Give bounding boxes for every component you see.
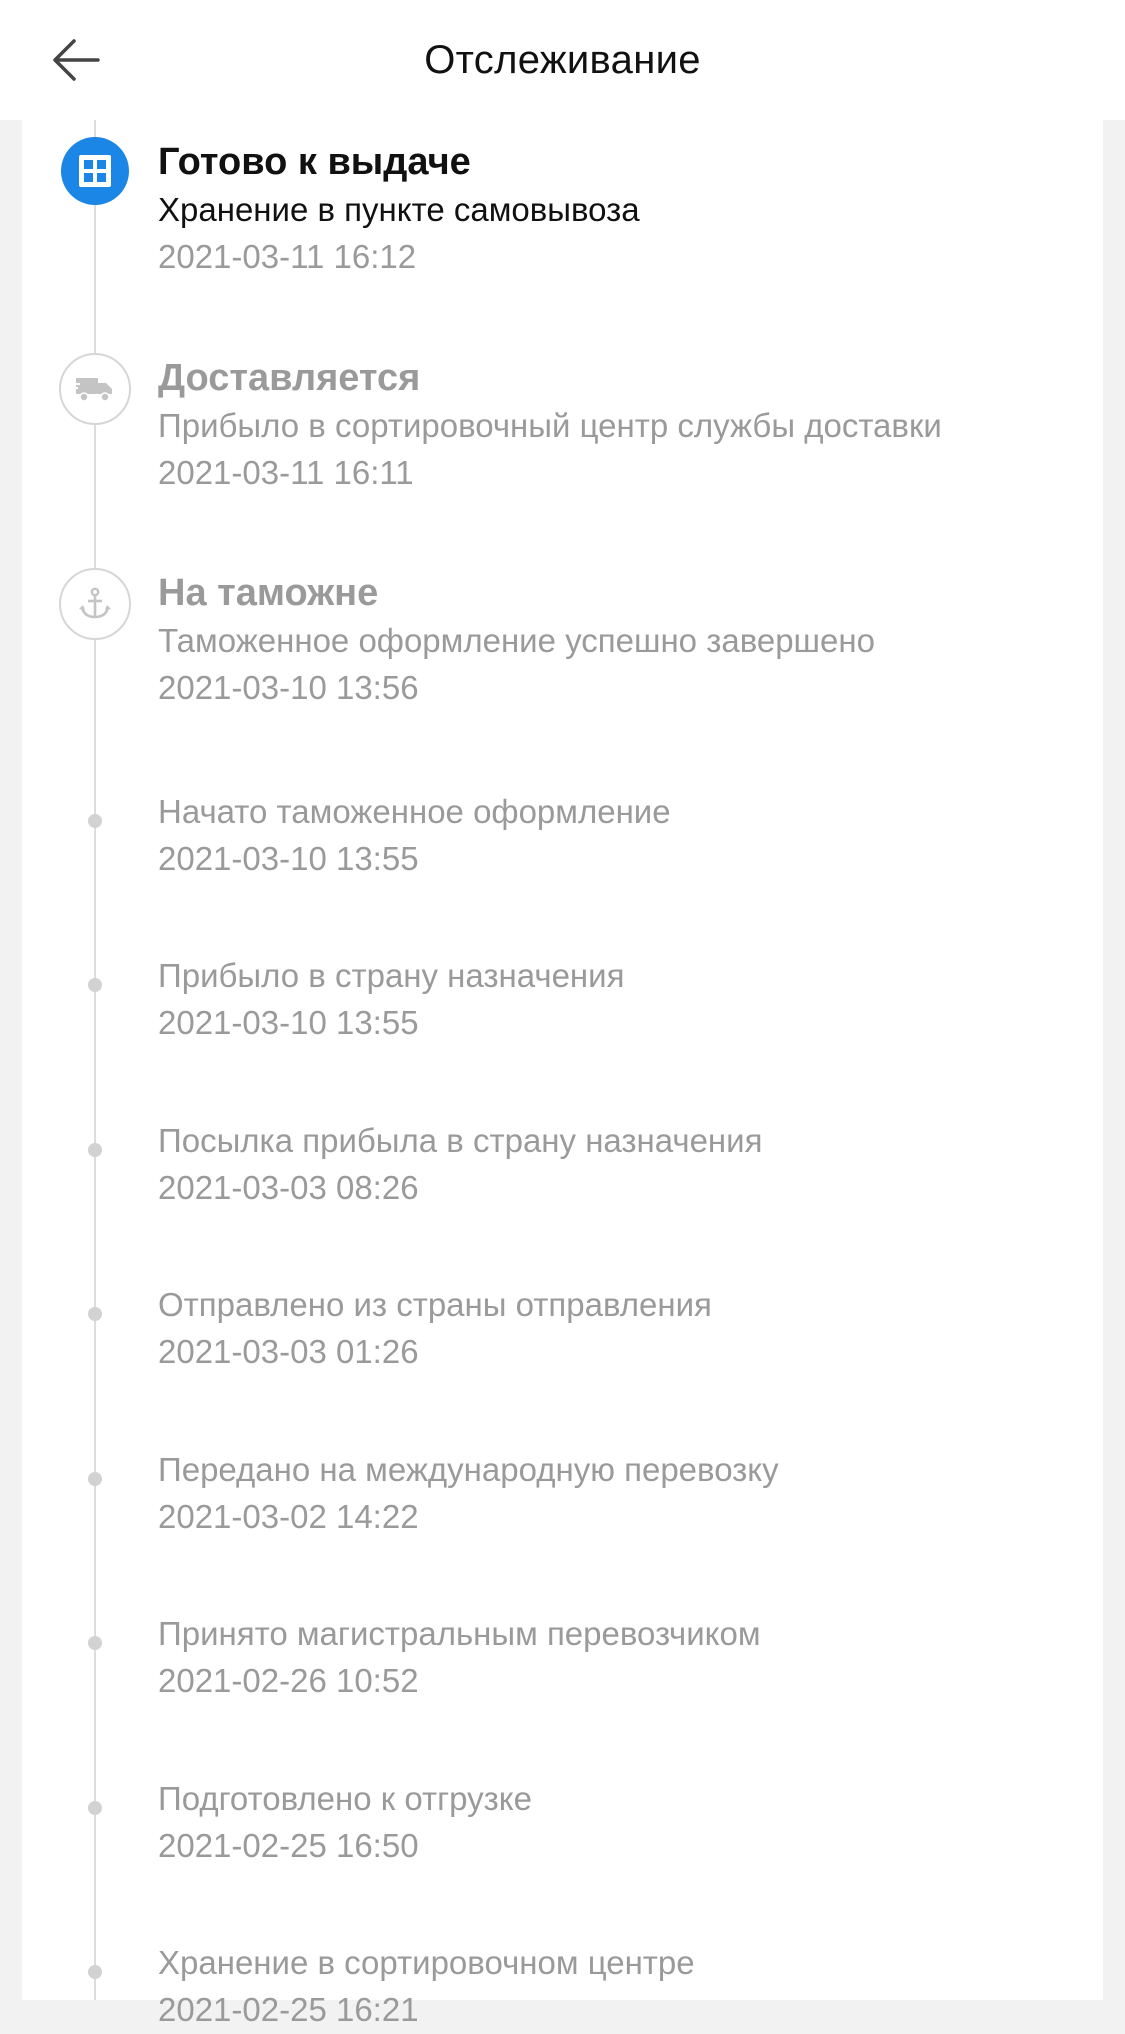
event-status: На таможне (158, 572, 379, 614)
timeline-event-text (158, 789, 1088, 883)
event-status: Доставляется (158, 357, 421, 399)
timeline-dot (88, 1307, 102, 1321)
event-time: 2021-02-25 16:50 (158, 1827, 419, 1864)
timeline-marker-stage (59, 568, 131, 640)
timeline-marker-stage (59, 353, 131, 425)
event-description: Посылка прибыла в страну назначения (158, 1122, 763, 1159)
timeline-dot (88, 1801, 102, 1815)
app-header (0, 0, 1125, 120)
event-time: 2021-02-26 10:52 (158, 1662, 419, 1699)
event-time: 2021-03-03 01:26 (158, 1333, 419, 1370)
event-status: Готово к выдаче (158, 141, 471, 183)
timeline-event-text (158, 137, 1088, 281)
event-description: Таможенное оформление успешно завершено (158, 622, 875, 659)
event-description: Передано на международную перевозку (158, 1451, 779, 1488)
event-description: Прибыло в страну назначения (158, 957, 625, 994)
timeline-dot (88, 978, 102, 992)
timeline-dot (88, 1636, 102, 1650)
timeline-event-text (158, 953, 1088, 1047)
event-description: Прибыло в сортировочный центр службы доставки (158, 407, 942, 444)
timeline-dot (88, 1472, 102, 1486)
event-description: Хранение в сортировочном центре (158, 1944, 695, 1981)
timeline-event-text (158, 353, 1088, 497)
event-time: 2021-03-11 16:12 (158, 238, 417, 275)
timeline-event-text (158, 1118, 1088, 1212)
event-time: 2021-03-03 08:26 (158, 1169, 419, 1206)
warehouse-icon (78, 154, 112, 188)
page-title: Отслеживание (424, 38, 701, 82)
event-description: Начато таможенное оформление (158, 793, 671, 830)
event-time: 2021-03-02 14:22 (158, 1498, 419, 1535)
timeline-event-text (158, 1282, 1088, 1376)
anchor-icon (77, 586, 113, 622)
timeline-marker-active (61, 137, 129, 205)
timeline-event-text (158, 568, 1088, 712)
timeline-event-text (158, 1611, 1088, 1705)
event-description: Хранение в пункте самовывоза (158, 191, 640, 228)
event-time: 2021-03-11 16:11 (158, 454, 414, 491)
timeline-event-text (158, 1447, 1088, 1541)
event-time: 2021-03-10 13:55 (158, 1004, 419, 1041)
event-time: 2021-03-10 13:55 (158, 840, 419, 877)
event-description: Отправлено из страны отправления (158, 1286, 712, 1323)
event-time: 2021-02-25 16:21 (158, 1991, 419, 2028)
event-time: 2021-03-10 13:56 (158, 669, 419, 706)
event-description: Подготовлено к отгрузке (158, 1780, 532, 1817)
timeline-event-text (158, 1940, 1088, 2034)
timeline-dot (88, 1143, 102, 1157)
timeline-dot (88, 1965, 102, 1979)
event-description: Принято магистральным перевозчиком (158, 1615, 761, 1652)
timeline-event-text (158, 1776, 1088, 1870)
truck-icon (74, 374, 116, 404)
timeline-dot (88, 814, 102, 828)
